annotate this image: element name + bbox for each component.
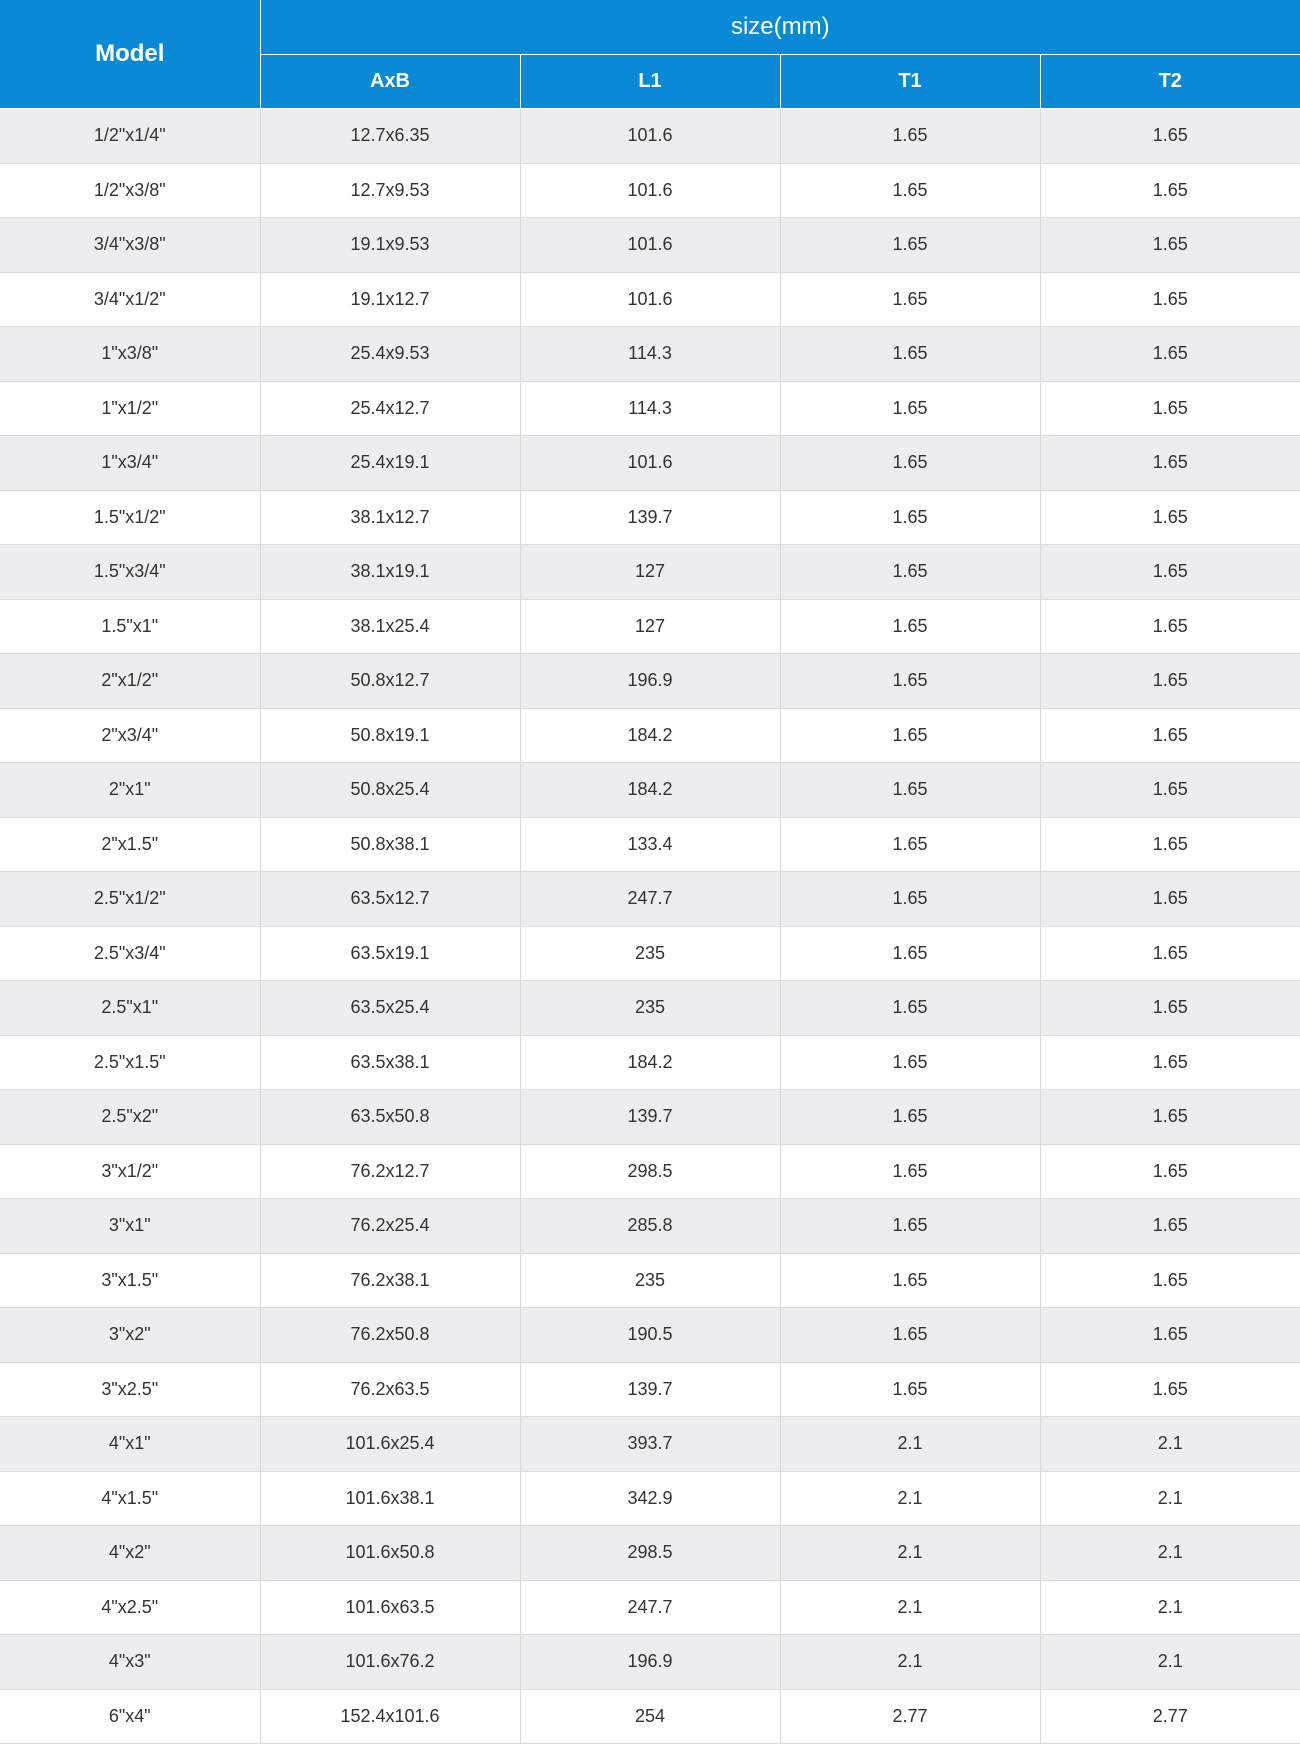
cell-model: 1/2"x3/8" — [0, 163, 260, 218]
table-row — [0, 1308, 1300, 1363]
cell-model: 3"x1" — [0, 1199, 260, 1254]
table-row — [0, 872, 1300, 927]
cell-axb: 38.1x19.1 — [260, 545, 520, 600]
cell-l1: 393.7 — [520, 1417, 780, 1472]
table-row — [0, 545, 1300, 600]
cell-t1: 1.65 — [780, 163, 1040, 218]
cell-axb: 50.8x12.7 — [260, 654, 520, 709]
column-header-axb: AxB — [260, 55, 520, 109]
cell-t1: 1.65 — [780, 599, 1040, 654]
cell-model: 2.5"x1" — [0, 981, 260, 1036]
cell-t2: 1.65 — [1040, 817, 1300, 872]
cell-l1: 139.7 — [520, 1090, 780, 1145]
cell-t1: 1.65 — [780, 1090, 1040, 1145]
table-row — [0, 218, 1300, 273]
cell-t2: 1.65 — [1040, 1253, 1300, 1308]
cell-l1: 247.7 — [520, 1580, 780, 1635]
cell-axb: 63.5x19.1 — [260, 926, 520, 981]
cell-t2: 2.1 — [1040, 1635, 1300, 1690]
cell-t1: 1.65 — [780, 1035, 1040, 1090]
cell-l1: 254 — [520, 1689, 780, 1744]
cell-model: 3/4"x1/2" — [0, 272, 260, 327]
cell-t1: 1.65 — [780, 1362, 1040, 1417]
table-row — [0, 436, 1300, 491]
cell-model: 6"x4" — [0, 1689, 260, 1744]
cell-axb: 63.5x25.4 — [260, 981, 520, 1036]
cell-t1: 1.65 — [780, 272, 1040, 327]
cell-t1: 1.65 — [780, 1253, 1040, 1308]
cell-t2: 1.65 — [1040, 490, 1300, 545]
cell-t1: 2.1 — [780, 1526, 1040, 1581]
cell-t1: 1.65 — [780, 1308, 1040, 1363]
cell-model: 1.5"x1" — [0, 599, 260, 654]
table-row — [0, 1144, 1300, 1199]
table-row — [0, 981, 1300, 1036]
cell-t2: 1.65 — [1040, 1035, 1300, 1090]
cell-axb: 25.4x9.53 — [260, 327, 520, 382]
cell-t2: 1.65 — [1040, 1090, 1300, 1145]
cell-axb: 19.1x12.7 — [260, 272, 520, 327]
cell-l1: 101.6 — [520, 218, 780, 273]
cell-l1: 133.4 — [520, 817, 780, 872]
cell-l1: 127 — [520, 599, 780, 654]
table-row — [0, 1090, 1300, 1145]
cell-l1: 190.5 — [520, 1308, 780, 1363]
cell-t2: 2.1 — [1040, 1526, 1300, 1581]
table-row — [0, 490, 1300, 545]
cell-model: 3"x2.5" — [0, 1362, 260, 1417]
cell-model: 1.5"x1/2" — [0, 490, 260, 545]
cell-t1: 1.65 — [780, 1199, 1040, 1254]
cell-model: 1.5"x3/4" — [0, 545, 260, 600]
cell-axb: 50.8x19.1 — [260, 708, 520, 763]
cell-axb: 76.2x63.5 — [260, 1362, 520, 1417]
cell-model: 2.5"x1.5" — [0, 1035, 260, 1090]
cell-l1: 235 — [520, 981, 780, 1036]
cell-l1: 298.5 — [520, 1144, 780, 1199]
cell-axb: 38.1x25.4 — [260, 599, 520, 654]
table-row — [0, 654, 1300, 709]
cell-l1: 196.9 — [520, 1635, 780, 1690]
cell-l1: 342.9 — [520, 1471, 780, 1526]
cell-t1: 1.65 — [780, 327, 1040, 382]
cell-model: 4"x2.5" — [0, 1580, 260, 1635]
cell-t2: 1.65 — [1040, 272, 1300, 327]
header-row-top — [0, 0, 1300, 55]
cell-axb: 101.6x50.8 — [260, 1526, 520, 1581]
table-row — [0, 327, 1300, 382]
cell-model: 2"x1.5" — [0, 817, 260, 872]
cell-t2: 1.65 — [1040, 381, 1300, 436]
cell-t1: 1.65 — [780, 545, 1040, 600]
cell-axb: 38.1x12.7 — [260, 490, 520, 545]
cell-model: 4"x2" — [0, 1526, 260, 1581]
cell-t1: 1.65 — [780, 654, 1040, 709]
table-row — [0, 163, 1300, 218]
cell-t1: 1.65 — [780, 817, 1040, 872]
cell-t2: 1.65 — [1040, 708, 1300, 763]
cell-axb: 63.5x12.7 — [260, 872, 520, 927]
cell-l1: 101.6 — [520, 436, 780, 491]
cell-model: 2.5"x3/4" — [0, 926, 260, 981]
cell-model: 4"x1.5" — [0, 1471, 260, 1526]
table-row — [0, 1689, 1300, 1744]
table-row — [0, 1253, 1300, 1308]
column-header-t1: T1 — [780, 55, 1040, 109]
cell-t2: 1.65 — [1040, 981, 1300, 1036]
column-header-t2: T2 — [1040, 55, 1300, 109]
cell-l1: 184.2 — [520, 708, 780, 763]
cell-model: 3"x1/2" — [0, 1144, 260, 1199]
cell-t1: 2.77 — [780, 1689, 1040, 1744]
cell-t1: 2.1 — [780, 1417, 1040, 1472]
table-row — [0, 1417, 1300, 1472]
table-row — [0, 272, 1300, 327]
cell-t1: 1.65 — [780, 1144, 1040, 1199]
cell-l1: 139.7 — [520, 490, 780, 545]
cell-axb: 12.7x6.35 — [260, 109, 520, 164]
cell-l1: 184.2 — [520, 763, 780, 818]
cell-t1: 2.1 — [780, 1635, 1040, 1690]
cell-l1: 235 — [520, 1253, 780, 1308]
cell-axb: 101.6x38.1 — [260, 1471, 520, 1526]
cell-t1: 1.65 — [780, 872, 1040, 927]
cell-t1: 1.65 — [780, 218, 1040, 273]
cell-axb: 12.7x9.53 — [260, 163, 520, 218]
cell-t2: 2.77 — [1040, 1689, 1300, 1744]
cell-model: 2"x3/4" — [0, 708, 260, 763]
cell-t2: 1.65 — [1040, 545, 1300, 600]
cell-model: 1"x3/8" — [0, 327, 260, 382]
cell-axb: 19.1x9.53 — [260, 218, 520, 273]
cell-t1: 1.65 — [780, 926, 1040, 981]
cell-t2: 2.1 — [1040, 1417, 1300, 1472]
cell-model: 4"x1" — [0, 1417, 260, 1472]
cell-t1: 1.65 — [780, 109, 1040, 164]
cell-model: 2"x1" — [0, 763, 260, 818]
cell-axb: 101.6x63.5 — [260, 1580, 520, 1635]
cell-t2: 2.1 — [1040, 1580, 1300, 1635]
cell-t2: 1.65 — [1040, 872, 1300, 927]
cell-t1: 2.1 — [780, 1580, 1040, 1635]
table-row — [0, 109, 1300, 164]
cell-t2: 1.65 — [1040, 436, 1300, 491]
cell-model: 1/2"x1/4" — [0, 109, 260, 164]
cell-model: 1"x3/4" — [0, 436, 260, 491]
table-row — [0, 1471, 1300, 1526]
table-row — [0, 1580, 1300, 1635]
cell-t1: 2.1 — [780, 1471, 1040, 1526]
cell-l1: 114.3 — [520, 327, 780, 382]
cell-t2: 1.65 — [1040, 1144, 1300, 1199]
table-row — [0, 926, 1300, 981]
cell-l1: 196.9 — [520, 654, 780, 709]
table-row — [0, 1362, 1300, 1417]
cell-l1: 101.6 — [520, 163, 780, 218]
cell-l1: 114.3 — [520, 381, 780, 436]
cell-t2: 1.65 — [1040, 327, 1300, 382]
table-row — [0, 1635, 1300, 1690]
cell-t2: 1.65 — [1040, 163, 1300, 218]
cell-t2: 1.65 — [1040, 218, 1300, 273]
table-row — [0, 817, 1300, 872]
cell-axb: 101.6x76.2 — [260, 1635, 520, 1690]
cell-model: 3/4"x3/8" — [0, 218, 260, 273]
cell-t1: 1.65 — [780, 490, 1040, 545]
cell-t1: 1.65 — [780, 708, 1040, 763]
cell-l1: 127 — [520, 545, 780, 600]
cell-axb: 63.5x38.1 — [260, 1035, 520, 1090]
cell-t1: 1.65 — [780, 763, 1040, 818]
cell-l1: 285.8 — [520, 1199, 780, 1254]
cell-l1: 101.6 — [520, 272, 780, 327]
table-row — [0, 599, 1300, 654]
model-column-header: Model — [0, 0, 260, 109]
table-row — [0, 1199, 1300, 1254]
cell-t2: 1.65 — [1040, 1199, 1300, 1254]
cell-model: 2.5"x1/2" — [0, 872, 260, 927]
cell-axb: 76.2x50.8 — [260, 1308, 520, 1363]
table-row — [0, 1035, 1300, 1090]
cell-l1: 298.5 — [520, 1526, 780, 1581]
cell-model: 2.5"x2" — [0, 1090, 260, 1145]
table-row — [0, 381, 1300, 436]
table-header — [0, 0, 1300, 109]
cell-axb: 25.4x12.7 — [260, 381, 520, 436]
cell-l1: 101.6 — [520, 109, 780, 164]
cell-axb: 63.5x50.8 — [260, 1090, 520, 1145]
cell-t2: 1.65 — [1040, 926, 1300, 981]
cell-l1: 139.7 — [520, 1362, 780, 1417]
cell-model: 3"x2" — [0, 1308, 260, 1363]
cell-axb: 76.2x38.1 — [260, 1253, 520, 1308]
column-header-l1: L1 — [520, 55, 780, 109]
cell-model: 3"x1.5" — [0, 1253, 260, 1308]
cell-model: 4"x3" — [0, 1635, 260, 1690]
size-group-header: size(mm) — [260, 0, 1300, 55]
cell-l1: 184.2 — [520, 1035, 780, 1090]
cell-l1: 247.7 — [520, 872, 780, 927]
cell-t2: 2.1 — [1040, 1471, 1300, 1526]
cell-model: 2"x1/2" — [0, 654, 260, 709]
table-row — [0, 708, 1300, 763]
table-body — [0, 109, 1300, 1744]
cell-t1: 1.65 — [780, 381, 1040, 436]
cell-t2: 1.65 — [1040, 763, 1300, 818]
cell-model: 1"x1/2" — [0, 381, 260, 436]
table-row — [0, 763, 1300, 818]
cell-axb: 50.8x25.4 — [260, 763, 520, 818]
cell-axb: 152.4x101.6 — [260, 1689, 520, 1744]
cell-axb: 76.2x25.4 — [260, 1199, 520, 1254]
cell-t2: 1.65 — [1040, 1308, 1300, 1363]
cell-axb: 101.6x25.4 — [260, 1417, 520, 1472]
cell-t1: 1.65 — [780, 436, 1040, 491]
cell-t2: 1.65 — [1040, 1362, 1300, 1417]
cell-t2: 1.65 — [1040, 109, 1300, 164]
cell-axb: 76.2x12.7 — [260, 1144, 520, 1199]
cell-t2: 1.65 — [1040, 599, 1300, 654]
cell-t2: 1.65 — [1040, 654, 1300, 709]
table-row — [0, 1526, 1300, 1581]
cell-axb: 25.4x19.1 — [260, 436, 520, 491]
cell-axb: 50.8x38.1 — [260, 817, 520, 872]
cell-l1: 235 — [520, 926, 780, 981]
cell-t1: 1.65 — [780, 981, 1040, 1036]
